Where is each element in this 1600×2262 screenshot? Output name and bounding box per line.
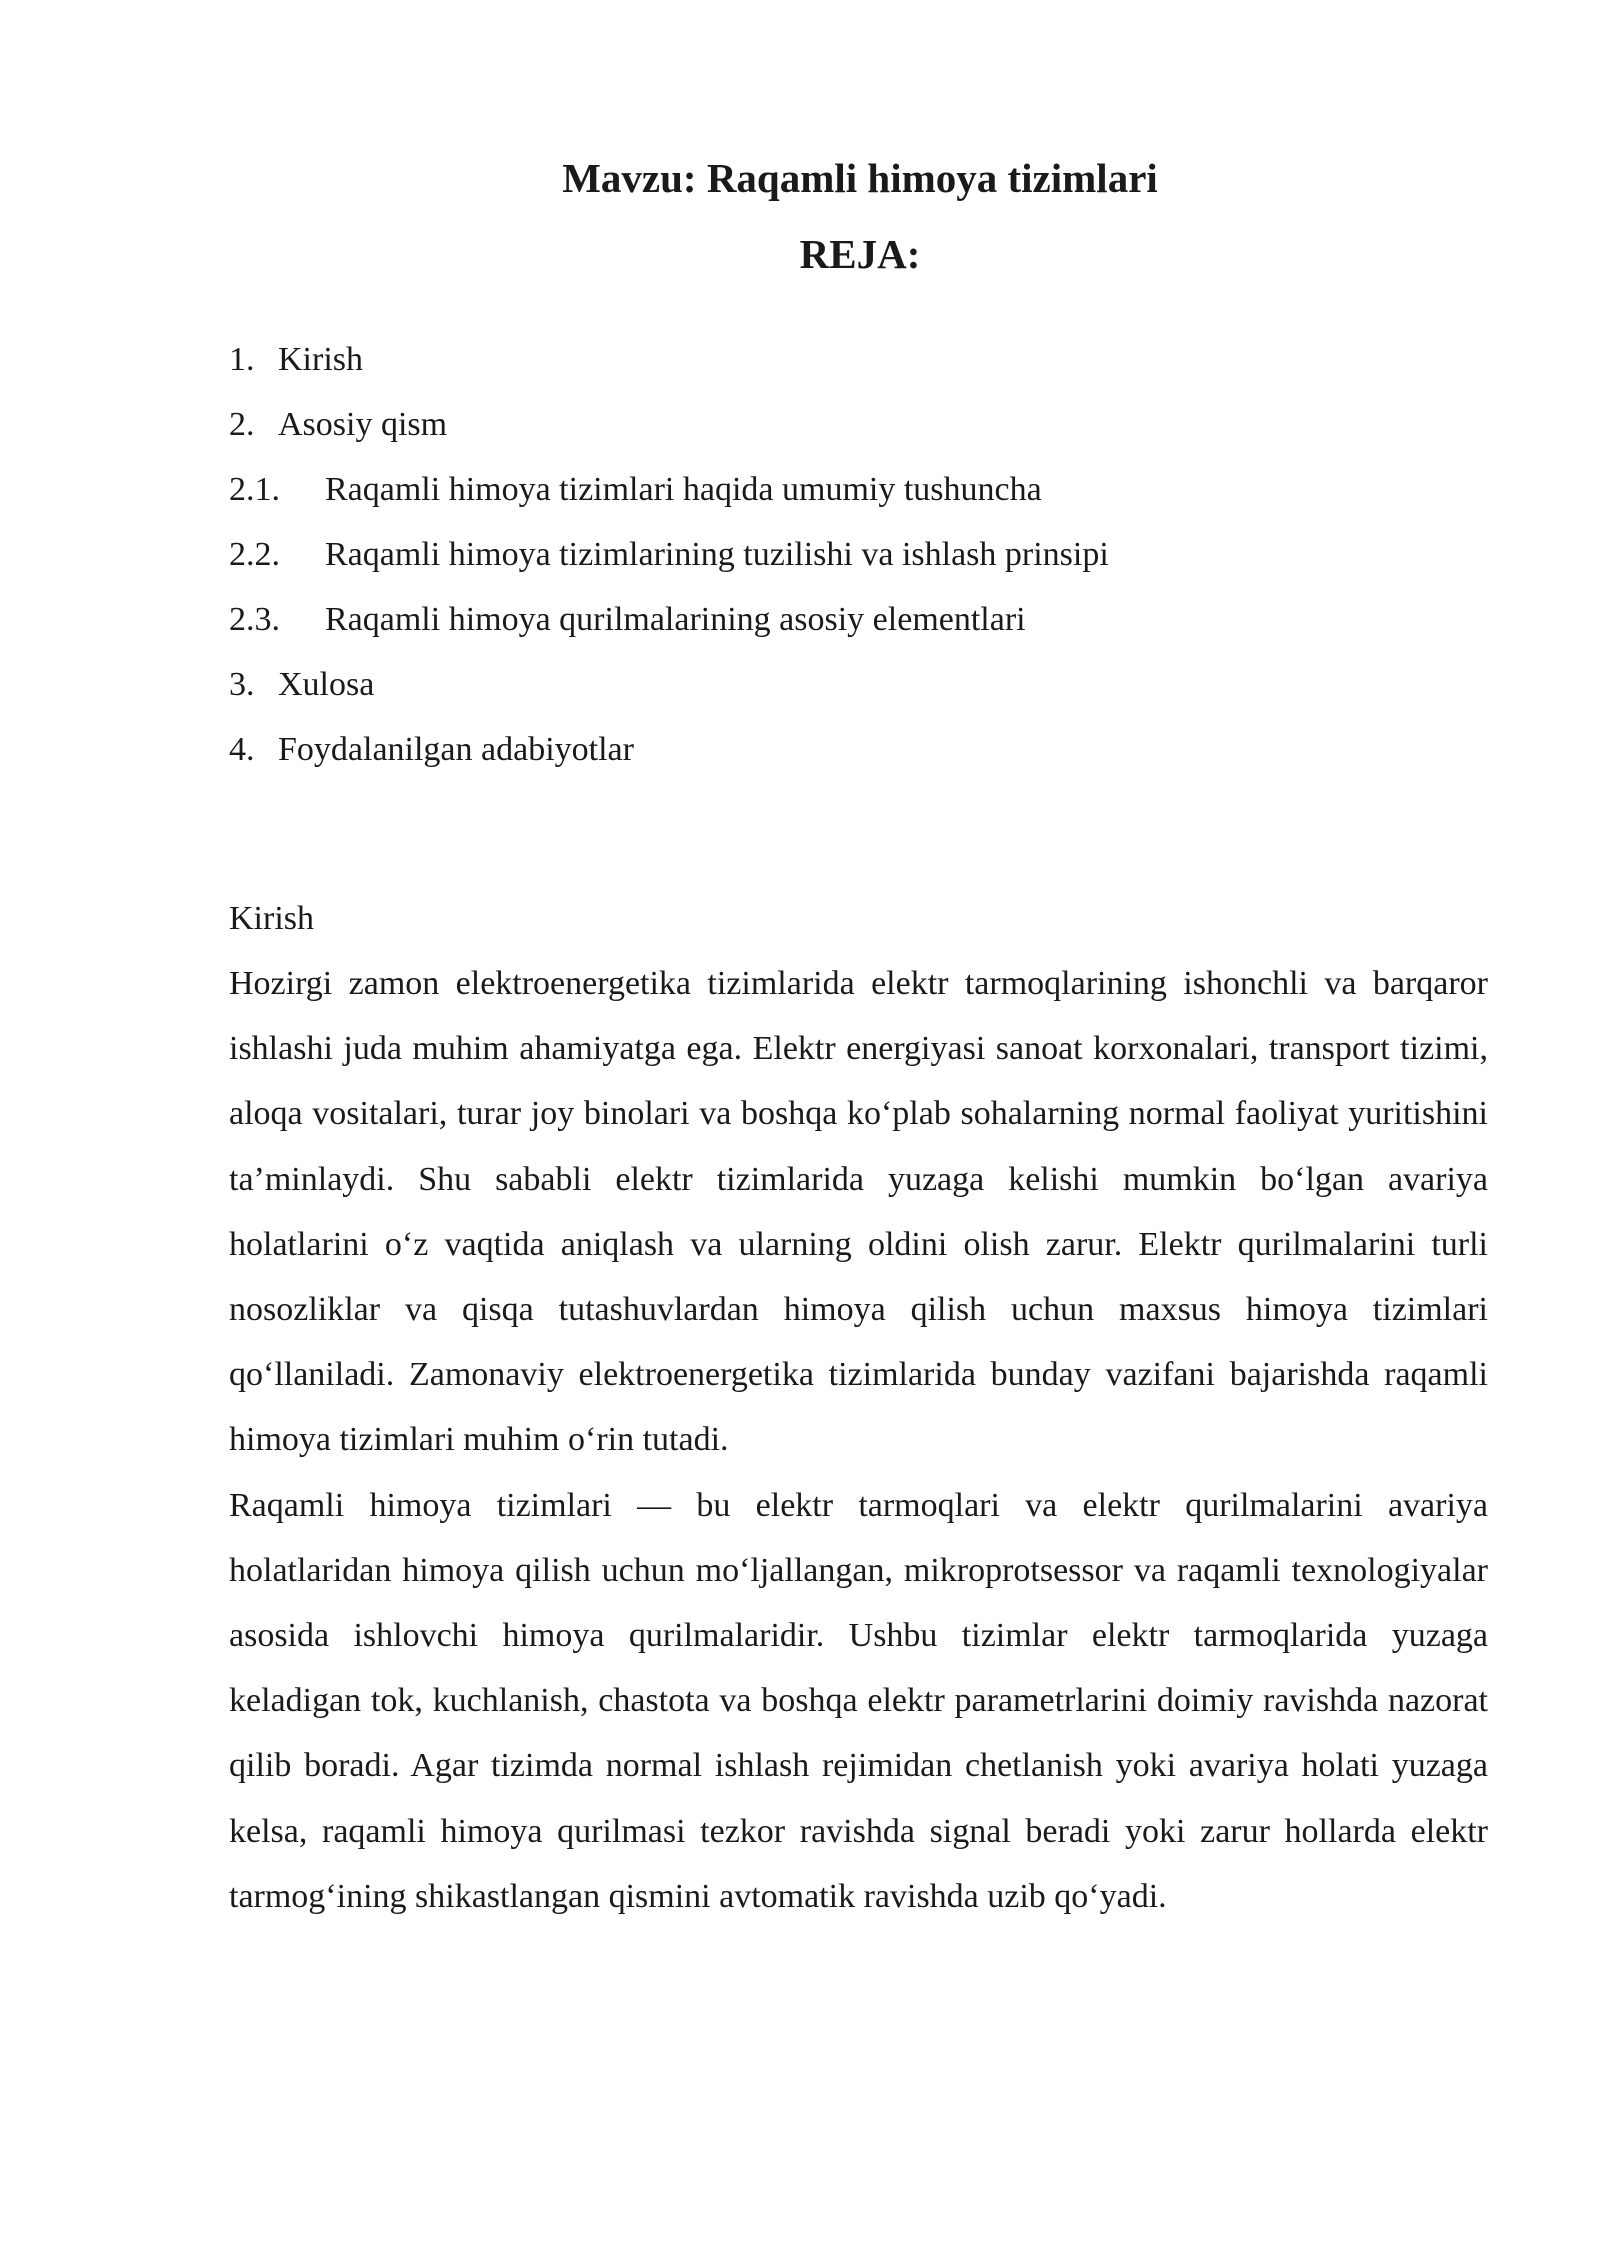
body-paragraph: Raqamli himoya tizimlari — bu elektr tarmoqlari va elektr qurilmalarini avariya holatlaridan himoya qilish uchun mo‘ljallangan, mikroprotsessor va raqamli texnologiyalar asosida ishlovchi himoya qurilmalaridir. Ushbu tizimlar elektr tarmoqlarida yuzaga keladigan tok, kuchlanish, chastota va boshqa elektr parametrlarini doimiy ravishda nazorat qilib boradi. Agar tizimda normal ishlash rejimidan chetlanish yoki avariya holati yuzaga kelsa, raqamli himoya qurilmasi tezkor ravishda signal beradi yoki zarur hollarda elektr tarmog‘ining shikastlangan qismini avtomatik ravishda uzib qo‘yadi. [229, 1486, 1488, 1915]
plan-item-number: 2.3. [229, 601, 280, 638]
plan-item-number: 2.1. [229, 471, 280, 508]
plan-item-text: Kirish [278, 341, 363, 378]
plan-list [229, 335, 1109, 790]
section-heading: Kirish [229, 900, 314, 937]
plan-item [229, 725, 1109, 790]
plan-item-text: Asosiy qism [278, 406, 448, 443]
plan-item-text: Foydalanilgan adabiyotlar [278, 731, 634, 768]
plan-subitem [229, 530, 1109, 595]
plan-item [229, 660, 1109, 725]
plan-item-number: 2.2. [229, 536, 280, 573]
plan-item-number: 1. [229, 341, 255, 378]
plan-subitem [229, 465, 1109, 530]
document-title: Mavzu: Raqamli himoya tizimlari [562, 155, 1158, 201]
plan-item-text: Raqamli himoya tizimlari haqida umumiy tushuncha [325, 471, 1042, 508]
plan-item-text: Xulosa [278, 666, 375, 703]
document-body [229, 894, 1488, 1937]
plan-item-number: 3. [229, 666, 255, 703]
plan-item [229, 400, 1109, 465]
plan-item-text: Raqamli himoya qurilmalarining asosiy elementlari [325, 601, 1026, 638]
plan-item-number: 2. [229, 406, 255, 443]
plan-item-text: Raqamli himoya tizimlarining tuzilishi va ishlash prinsipi [325, 536, 1109, 573]
plan-subitem [229, 595, 1109, 660]
plan-item-number: 4. [229, 731, 255, 768]
plan-heading: REJA: [799, 231, 921, 277]
body-paragraph: Hozirgi zamon elektroenergetika tizimlarida elektr tarmoqlarining ishonchli va barqaror ishlashi juda muhim ahamiyatga ega. Elektr energiyasi sanoat korxonalari, transport tizimi, aloqa vositalari, turar joy binolari va boshqa ko‘plab sohalarning normal faoliyat yuritishini ta’minlaydi. Shu sababli elektr tizimlarida yuzaga kelishi mumkin bo‘lgan avariya holatlarini o‘z vaqtida aniqlash va ularning oldini olish zarur. Elektr qurilmalarini turli nosozliklar va qisqa tutashuvlardan himoya qilish uchun maxsus himoya tizimlari qo‘llaniladi. Zamonaviy elektroenergetika tizimlarida bunday vazifani bajarishda raqamli himoya tizimlari muhim o‘rin tutadi. [229, 965, 1488, 1459]
plan-item [229, 335, 1109, 400]
